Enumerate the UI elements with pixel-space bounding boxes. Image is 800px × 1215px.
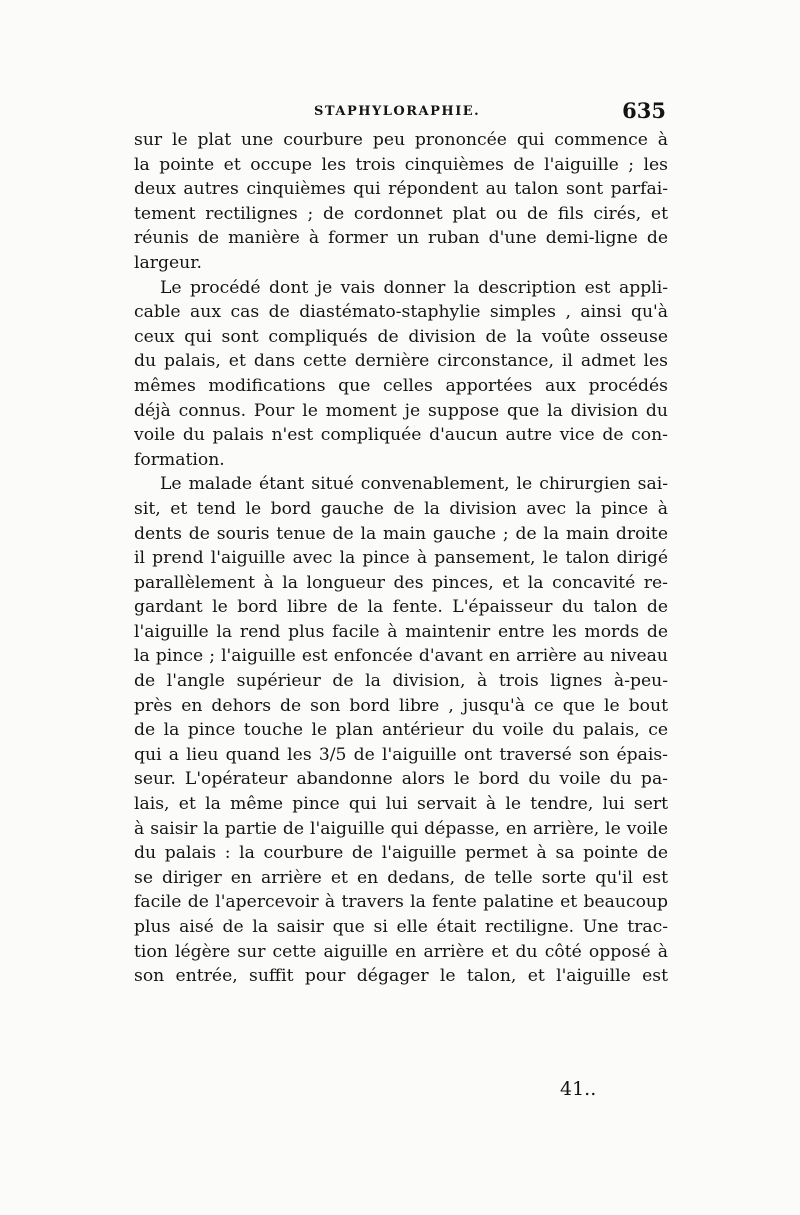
text-line: il prend l'aiguille avec la pince à pansement, le talon dirigé — [134, 548, 668, 569]
text-line: Le malade étant situé convenablement, le chirurgien sai- — [160, 474, 668, 495]
text-line: du palais, et dans cette dernière circonstance, il admet les — [134, 351, 668, 372]
running-title: STAPHYLORAPHIE. — [314, 104, 481, 119]
text-line: plus aisé de la saisir que si elle était rectiligne. Une trac- — [134, 917, 668, 937]
text-line: la pince ; l'aiguille est enfoncée d'avant en arrière au niveau — [134, 646, 668, 667]
text-line: dents de souris tenue de la main gauche ; de la main droite — [134, 523, 668, 544]
text-line: ceux qui sont compliqués de division de la voûte osseuse — [134, 326, 668, 347]
text-line: sur le plat une courbure peu prononcée qui commence à — [134, 130, 668, 150]
text-line: se diriger en arrière et en dedans, de telle sorte qu'il est — [134, 867, 668, 888]
text-line: tion légère sur cette aiguille en arrière et du côté opposé à — [134, 941, 668, 962]
text-line: l'aiguille la rend plus facile à maintenir entre les mords de — [134, 621, 668, 642]
text-line: parallèlement à la longueur des pinces, et la concavité re- — [134, 572, 668, 593]
text-line: mêmes modifications que celles apportées aux procédés — [134, 375, 668, 396]
text-line: largeur. — [134, 252, 202, 273]
page-header — [132, 98, 672, 124]
text-line: voile du palais n'est compliquée d'aucun autre vice de con- — [134, 425, 668, 446]
text-line: lais, et la même pince qui lui servait à le tendre, lui sert — [134, 794, 668, 815]
text-line: Le procédé dont je vais donner la description est appli- — [160, 277, 668, 298]
text-line: formation. — [134, 449, 225, 470]
text-line: réunis de manière à former un ruban d'une demi-ligne de — [134, 228, 668, 249]
text-line: son entrée, suffit pour dégager le talon, et l'aiguille est — [134, 966, 668, 987]
text-line: tement rectilignes ; de cordonnet plat ou de fils cirés, et — [134, 203, 668, 224]
text-line: gardant le bord libre de la fente. L'épaisseur du talon de — [134, 597, 668, 618]
text-line: facile de l'apercevoir à travers la fente palatine et beaucoup — [134, 892, 668, 913]
text-line: de la pince touche le plan antérieur du voile du palais, ce — [134, 720, 668, 741]
text-line: près en dehors de son bord libre , jusqu'à ce que le bout — [134, 695, 668, 716]
text-line: deux autres cinquièmes qui répondent au talon sont parfai- — [134, 179, 668, 200]
text-line: sit, et tend le bord gauche de la division avec la pince à — [134, 498, 668, 519]
text-line: qui a lieu quand les 3/5 de l'aiguille ont traversé son épais- — [134, 744, 668, 765]
text-line: du palais : la courbure de l'aiguille permet à sa pointe de — [134, 843, 668, 864]
body-text — [134, 128, 668, 989]
text-line: seur. L'opérateur abandonne alors le bord du voile du pa- — [134, 769, 668, 790]
text-line: la pointe et occupe les trois cinquièmes de l'aiguille ; les — [134, 154, 668, 175]
text-line: à saisir la partie de l'aiguille qui dépasse, en arrière, le voile — [134, 818, 668, 839]
text-line: de l'angle supérieur de la division, à trois lignes à-peu- — [134, 671, 668, 692]
signature-mark: 41.. — [560, 1078, 597, 1100]
text-line: cable aux cas de diastémato-staphylie simples , ainsi qu'à — [134, 302, 668, 323]
page-number: 635 — [622, 98, 666, 123]
text-line: déjà connus. Pour le moment je suppose que la division du — [134, 400, 668, 421]
